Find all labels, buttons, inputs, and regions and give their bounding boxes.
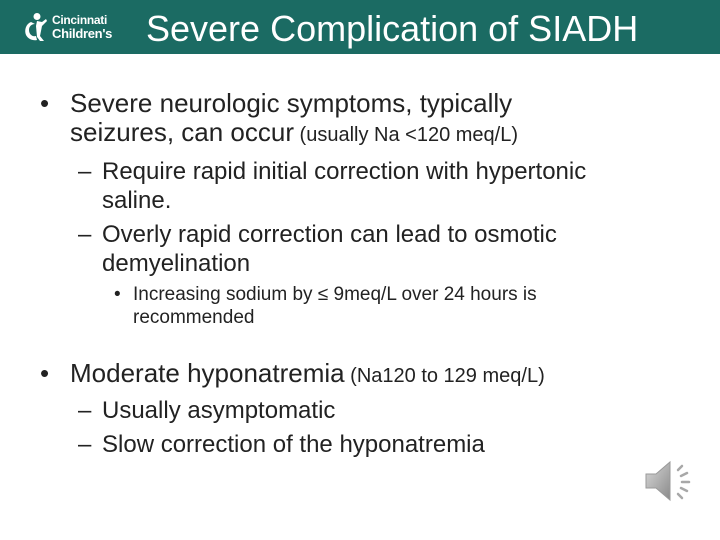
sub2-line1: Overly rapid correction can lead to osmotic xyxy=(102,221,557,248)
bullet-marker: • xyxy=(40,358,50,388)
bullet1-line1: Severe neurologic symptoms, typically xyxy=(70,88,513,118)
bullet-marker: • xyxy=(40,88,50,118)
bullet2-line xyxy=(70,359,545,391)
bullet1-line2-main: seizures, can occur xyxy=(70,117,294,147)
sub1-line2: saline. xyxy=(102,187,172,214)
sub-bullet-marker: – xyxy=(78,221,92,248)
slide-title: Severe Complication of SIADH xyxy=(146,8,639,49)
cincinnati-childrens-logo-icon xyxy=(22,12,48,42)
sub-bullet-marker: – xyxy=(78,431,92,458)
bullet2-sub2: Slow correction of the hyponatremia xyxy=(102,431,485,458)
subsub1-line2: recommended xyxy=(133,307,255,328)
subsub-bullet-marker: • xyxy=(114,284,121,305)
bullet2-main: Moderate hyponatremia xyxy=(70,358,345,388)
subsub1-line1: Increasing sodium by ≤ 9meq/L over 24 hours is xyxy=(133,284,537,305)
bullet2-sub1: Usually asymptomatic xyxy=(102,397,336,424)
sub-bullet-marker: – xyxy=(78,397,92,424)
sub-bullet-marker: – xyxy=(78,158,92,185)
bullet1-line2 xyxy=(70,118,518,150)
slide-header-bar xyxy=(0,0,720,54)
bullet1-line2-note: (usually Na <120 meq/L) xyxy=(293,124,518,146)
sub2-line2: demyelination xyxy=(102,250,251,277)
sub1-line1: Require rapid initial correction with hypertonic xyxy=(102,158,587,185)
speaker-audio-icon[interactable] xyxy=(640,456,696,506)
logo-text-line1: Cincinnati xyxy=(52,13,108,27)
cincinnati-childrens-logo xyxy=(22,10,134,46)
bullet2-note: (Na120 to 129 meq/L) xyxy=(344,365,545,387)
logo-text-line2: Children's xyxy=(52,26,113,41)
